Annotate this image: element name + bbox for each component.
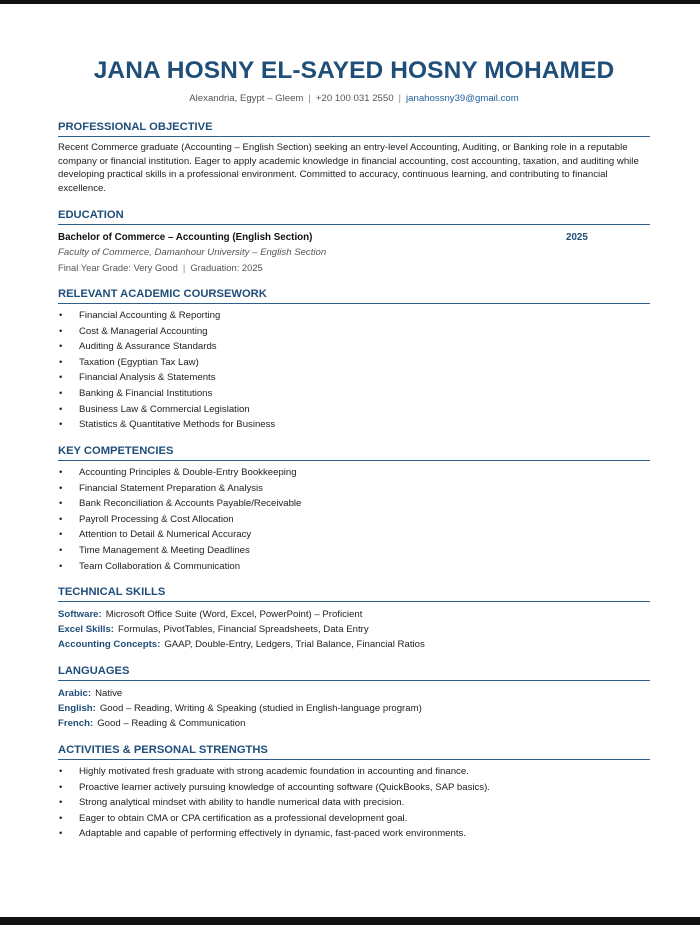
list-item: • Payroll Processing & Cost Allocation bbox=[58, 512, 650, 528]
section-title-technical: TECHNICAL SKILLS bbox=[58, 585, 650, 602]
section-title-objective: PROFESSIONAL OBJECTIVE bbox=[58, 120, 650, 137]
contact-phone: +20 100 031 2550 bbox=[315, 93, 394, 104]
language-label: Arabic: bbox=[58, 688, 92, 699]
language-row-english bbox=[58, 701, 422, 716]
language-value: Native bbox=[95, 688, 123, 699]
language-row-arabic bbox=[58, 686, 122, 701]
technical-label: Software: bbox=[58, 609, 102, 620]
resume-page bbox=[0, 4, 700, 917]
contact-line bbox=[58, 92, 650, 106]
education-grade-line bbox=[58, 261, 263, 275]
list-item: • Attention to Detail & Numerical Accuracy bbox=[58, 527, 650, 543]
technical-value: Microsoft Office Suite (Word, Excel, PowerPoint) – Proficient bbox=[105, 609, 363, 620]
candidate-name: JANA HOSNY EL-SAYED HOSNY MOHAMED bbox=[93, 57, 615, 84]
list-item: • Financial Accounting & Reporting bbox=[58, 308, 650, 324]
technical-label: Accounting Concepts: bbox=[58, 639, 161, 650]
list-item: • Adaptable and capable of performing effectively in dynamic, fast-paced work environments. bbox=[58, 826, 650, 842]
list-item: • Time Management & Meeting Deadlines bbox=[58, 543, 650, 559]
language-value: Good – Reading, Writing & Speaking (studied in English-language program) bbox=[99, 703, 422, 714]
list-item: • Proactive learner actively pursuing knowledge of accounting software (QuickBooks, SAP basics). bbox=[58, 780, 650, 796]
contact-separator: | bbox=[398, 93, 402, 104]
language-value: Good – Reading & Communication bbox=[97, 718, 246, 729]
section-title-coursework: RELEVANT ACADEMIC COURSEWORK bbox=[58, 287, 650, 304]
list-item: • Banking & Financial Institutions bbox=[58, 386, 650, 402]
section-title-languages: LANGUAGES bbox=[58, 664, 650, 681]
list-item: • Eager to obtain CMA or CPA certification as a professional development goal. bbox=[58, 811, 650, 827]
education-year: 2025 bbox=[566, 232, 588, 243]
technical-row-accounting bbox=[58, 637, 425, 652]
list-item: • Statistics & Quantitative Methods for Business bbox=[58, 417, 650, 433]
section-title-education: EDUCATION bbox=[58, 208, 650, 225]
education-separator: | bbox=[182, 262, 186, 273]
list-item: • Business Law & Commercial Legislation bbox=[58, 402, 650, 418]
list-item: • Cost & Managerial Accounting bbox=[58, 324, 650, 340]
technical-label: Excel Skills: bbox=[58, 624, 114, 635]
technical-value: GAAP, Double-Entry, Ledgers, Trial Balance, Financial Ratios bbox=[164, 639, 425, 650]
list-item: • Bank Reconciliation & Accounts Payable/Receivable bbox=[58, 496, 650, 512]
technical-row-software bbox=[58, 607, 362, 622]
activities-list bbox=[58, 764, 650, 842]
bottom-bar bbox=[0, 917, 700, 925]
list-item: • Team Collaboration & Communication bbox=[58, 559, 650, 575]
contact-email-link[interactable]: janahossny39@gmail.com bbox=[406, 93, 519, 104]
list-item: • Financial Analysis & Statements bbox=[58, 370, 650, 386]
education-grade: Final Year Grade: Very Good bbox=[58, 262, 178, 273]
list-item: • Auditing & Assurance Standards bbox=[58, 339, 650, 355]
list-item: • Highly motivated fresh graduate with strong academic foundation in accounting and finance. bbox=[58, 764, 650, 780]
education-school: Faculty of Commerce, Damanhour University – English Section bbox=[58, 247, 327, 258]
section-title-competencies: KEY COMPETENCIES bbox=[58, 444, 650, 461]
language-label: English: bbox=[58, 703, 96, 714]
language-label: French: bbox=[58, 718, 94, 729]
language-row-french bbox=[58, 716, 245, 731]
competencies-list bbox=[58, 465, 650, 574]
contact-separator: | bbox=[308, 93, 311, 104]
contact-location: Alexandria, Egypt – Gleem bbox=[189, 93, 304, 104]
education-graduation: Graduation: 2025 bbox=[190, 262, 263, 273]
list-item: • Strong analytical mindset with ability to handle numerical data with precision. bbox=[58, 795, 650, 811]
technical-value: Formulas, PivotTables, Financial Spreadsheets, Data Entry bbox=[118, 624, 369, 635]
education-degree: Bachelor of Commerce – Accounting (English Section) bbox=[58, 232, 313, 243]
coursework-list bbox=[58, 308, 650, 433]
objective-text: Recent Commerce graduate (Accounting – English Section) seeking an entry-level Accounting, Auditing, or Banking role in a reputable company or financial institution. Eager to apply academic knowledge in financial accounting, cost accounting, taxation, and auditing while developing practical skills in a professional environment. Committed to accuracy, continuous learning, and contributing to financial excellence. bbox=[58, 142, 639, 194]
technical-row-excel bbox=[58, 622, 369, 637]
section-title-activities: ACTIVITIES & PERSONAL STRENGTHS bbox=[58, 743, 650, 760]
list-item: • Financial Statement Preparation & Analysis bbox=[58, 481, 650, 497]
list-item: • Accounting Principles & Double-Entry Bookkeeping bbox=[58, 465, 650, 481]
list-item: • Taxation (Egyptian Tax Law) bbox=[58, 355, 650, 371]
